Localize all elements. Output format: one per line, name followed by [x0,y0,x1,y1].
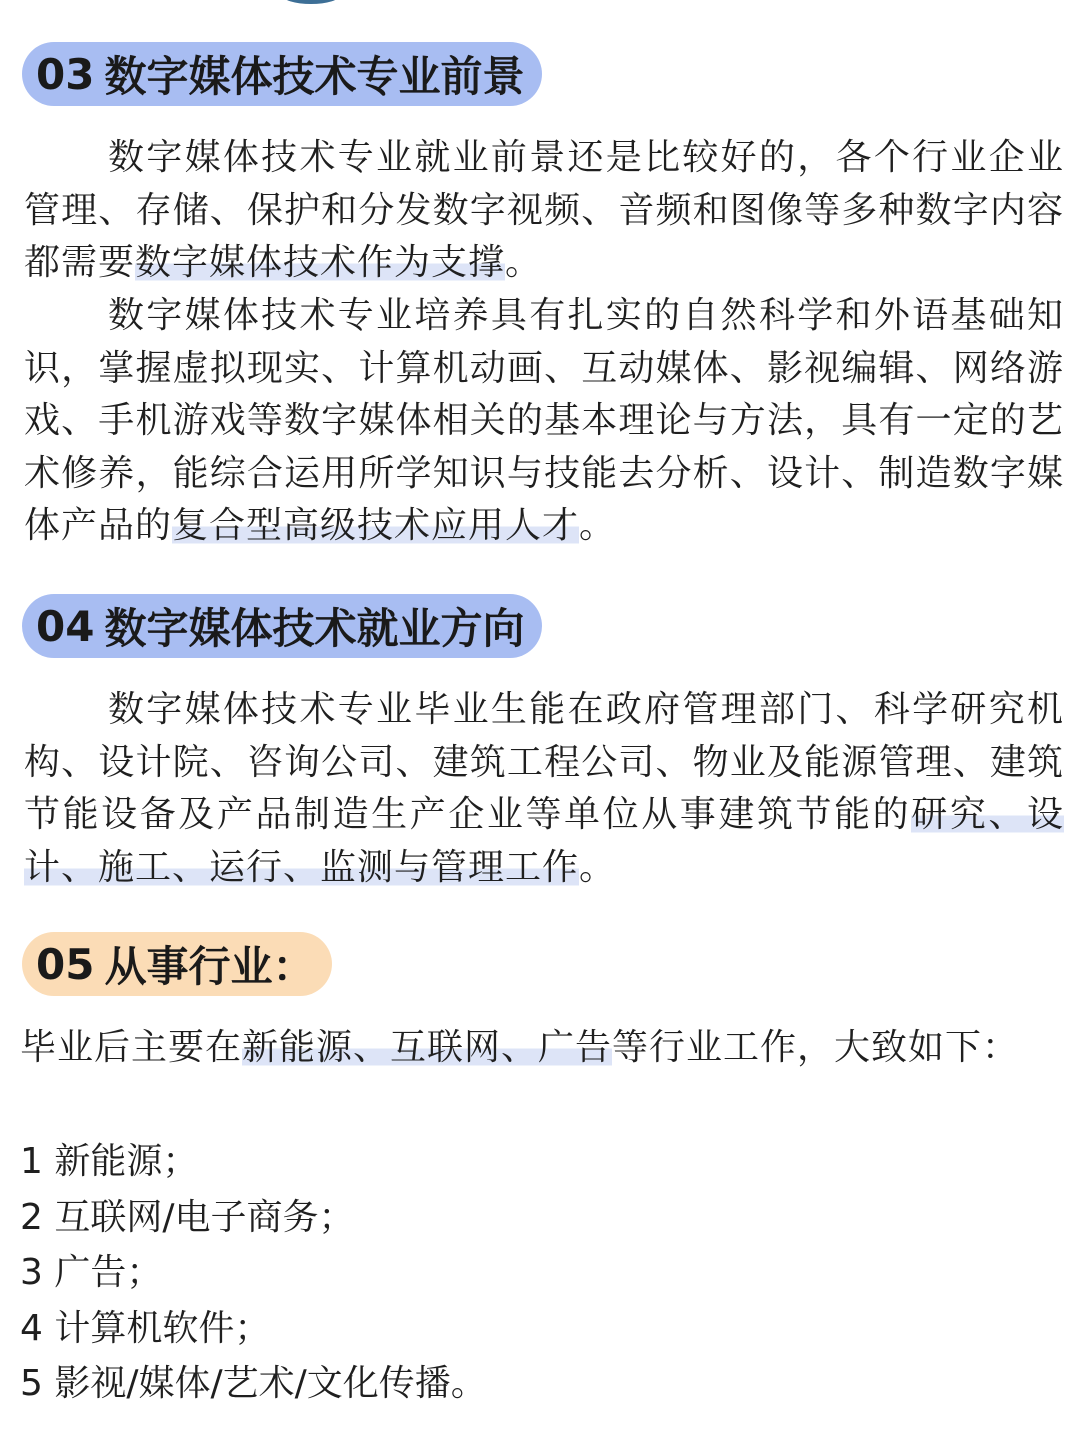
section-title: 数字媒体技术专业前景 [104,52,525,101]
section-03-paragraph-1 [24,132,1064,290]
list-item: 1 新能源； [20,1141,199,1182]
section-number: 03 [36,49,95,99]
section-title: 数字媒体技术就业方向 [104,604,525,653]
paragraph-text: 。 [579,846,617,888]
highlighted-text: 研究、设计、施工、运行、监测与管理工作 [24,794,1064,888]
section-05-heading [22,932,332,996]
paragraph-text: 毕业后主要在 [20,1027,243,1068]
section-05-paragraph-1 [20,1022,1060,1075]
list-item: 4 计算机软件； [20,1307,271,1349]
top-decoration [282,0,340,4]
paragraph-text: 。 [579,505,617,546]
highlighted-text: 数字媒体技术作为支撑 [135,242,506,283]
highlighted-text: 复合型高级技术应用人才 [172,505,580,546]
section-03-heading [22,42,542,106]
paragraph-text: 数字媒体技术专业就业前景还是比较好的，各个行业企业管理、存储、保护和分发数字视频、音频和图像等多种数字内容都需要 [24,137,1064,283]
highlighted-text: 新能源、互联网、广告 [242,1027,613,1068]
section-title: 从事行业： [104,942,315,991]
section-number: 04 [36,601,95,651]
section-03-paragraph-2 [24,290,1064,553]
list-item: 3 广告； [20,1252,163,1293]
list-item: 5 影视/媒体/艺术/文化传播。 [20,1363,487,1404]
paragraph-text: 数字媒体技术专业毕业生能在政府管理部门、科学研究机构、设计院、咨询公司、建筑工程公司、物业及能源管理、建筑节能设备及产品制造生产企业等单位从事建筑节能的 [24,689,1064,835]
paragraph-text: 数字媒体技术专业培养具有扎实的自然科学和外语基础知识，掌握虚拟现实、计算机动画、互动媒体、影视编辑、网络游戏、手机游戏等数字媒体相关的基本理论与方法，具有一定的艺术修养，能综合运用所学知识与技能去分析、设计、制造数字媒体产品的 [24,295,1064,546]
paragraph-text: 等行业工作，大致如下： [612,1027,1020,1068]
section-number: 05 [36,939,95,989]
section-04-heading [22,594,542,658]
list-item: 2 互联网/电子商务； [20,1196,355,1238]
section-04-paragraph-1 [24,684,1064,894]
paragraph-text: 。 [505,242,543,283]
industry-list [20,1134,487,1412]
